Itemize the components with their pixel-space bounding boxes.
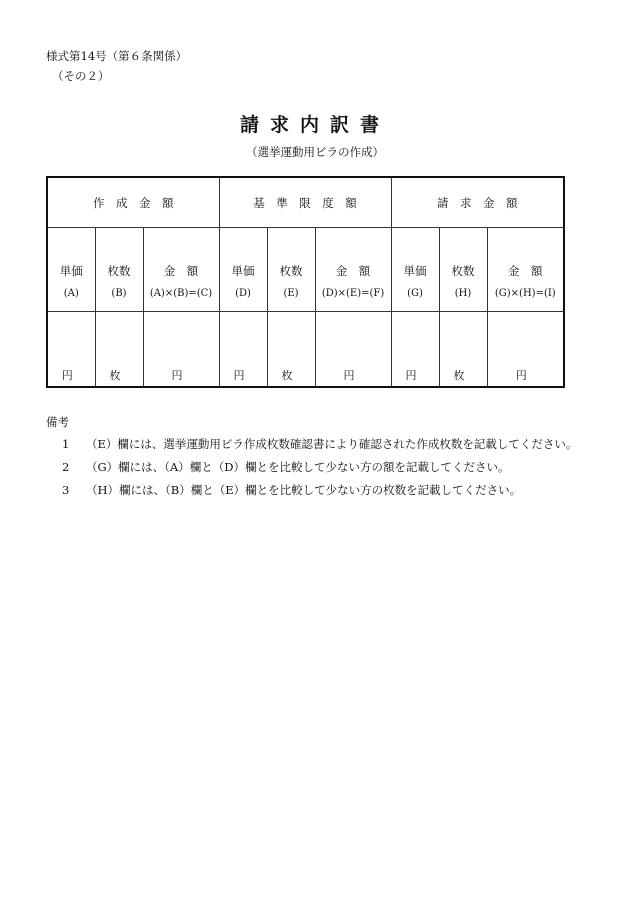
document-title: 請求内訳書 (239, 114, 390, 136)
field-d-unit-price[interactable]: 円 (219, 312, 267, 388)
field-h-quantity[interactable]: 枚 (439, 312, 487, 388)
remarks-title: 備考 (46, 415, 69, 429)
group-production-amount: 作 成 金 額 (47, 177, 219, 228)
field-g-unit-price[interactable]: 円 (391, 312, 439, 388)
col-i-amount: 金 額 (G)×(H)=(I) (487, 228, 564, 312)
form-sub-number: （その２） (52, 69, 110, 83)
field-f-amount[interactable]: 円 (315, 312, 391, 388)
amount-entry-row (47, 312, 564, 388)
column-header-row (47, 228, 564, 312)
group-claim-amount: 請 求 金 額 (391, 177, 564, 228)
breakdown-table (46, 176, 565, 388)
col-g-unit-price: 単価 (G) (391, 228, 439, 312)
col-b-quantity: 枚数 (B) (95, 228, 143, 312)
field-b-quantity[interactable]: 枚 (95, 312, 143, 388)
col-d-unit-price: 単価 (D) (219, 228, 267, 312)
field-i-amount[interactable]: 円 (487, 312, 564, 388)
field-a-unit-price[interactable]: 円 (47, 312, 95, 388)
document-subtitle: （選挙運動用ビラの作成） (246, 145, 384, 159)
remark-item-1: 1 （E）欄には、選挙運動用ビラ作成枚数確認書により確認された作成枚数を記載してください。 (62, 437, 578, 451)
remark-item-3: 3 （H）欄には、（B）欄と（E）欄とを比較して少ない方の枚数を記載してください。 (62, 483, 522, 497)
group-standard-limit: 基 準 限 度 額 (219, 177, 391, 228)
field-e-quantity[interactable]: 枚 (267, 312, 315, 388)
col-f-amount: 金 額 (D)×(E)=(F) (315, 228, 391, 312)
group-header-row (47, 177, 564, 228)
field-c-amount[interactable]: 円 (143, 312, 219, 388)
col-h-quantity: 枚数 (H) (439, 228, 487, 312)
col-c-amount: 金 額 (A)×(B)=(C) (143, 228, 219, 312)
col-a-unit-price: 単価 (A) (47, 228, 95, 312)
form-number: 様式第14号（第６条関係） (46, 49, 188, 63)
col-e-quantity: 枚数 (E) (267, 228, 315, 312)
remark-item-2: 2 （G）欄には、（A）欄と（D）欄とを比較して少ない方の額を記載してください。 (62, 460, 510, 474)
